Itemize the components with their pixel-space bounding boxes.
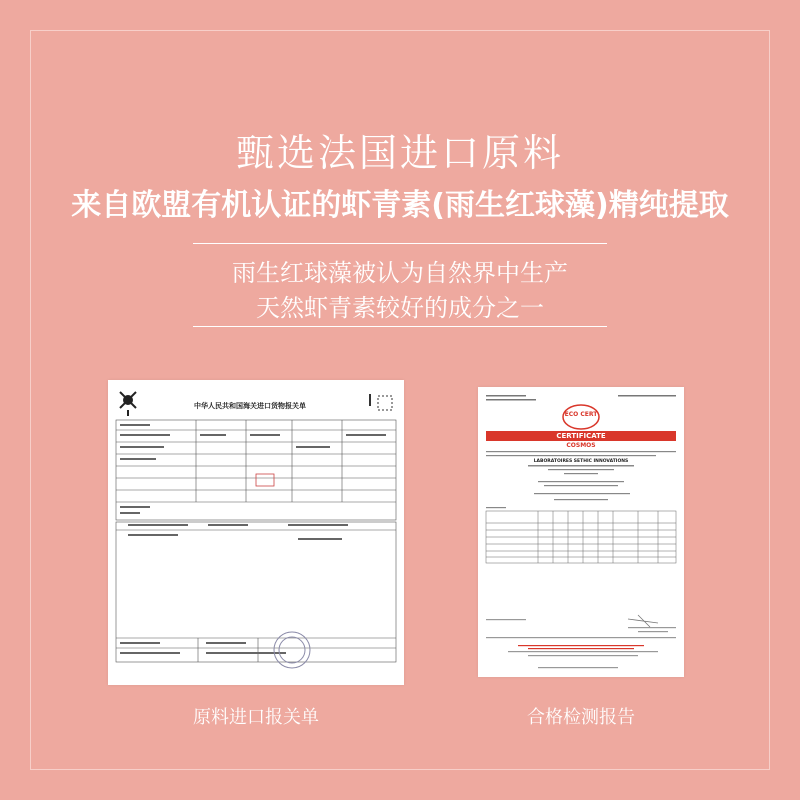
customs-form-graphic [108,380,404,685]
page-title: 甄选法国进口原料 [235,131,564,175]
customs-emblem-icon [120,392,136,416]
customs-declaration-image [108,380,404,685]
customs-caption: 原料进口报关单 [193,707,319,728]
scan-marks-icon [370,394,392,410]
certificate-graphic [478,387,684,677]
divider-bottom [193,326,607,327]
signature-icon [628,615,658,627]
certificate-company: LABORATOIRES SETHIC INNOVATIONS [533,459,629,464]
ecocert-logo-text: ECO CERT [564,411,598,418]
certificate-caption: 合格检测报告 [527,707,635,728]
customs-stamp-icon [274,632,310,668]
certificate-image [478,387,684,677]
description-line-1: 雨生红球藻被认为自然界中生产 [232,259,568,287]
certificate-banner: CERTIFICATE [556,432,606,440]
page-subtitle: 来自欧盟有机认证的虾青素(雨生红球藻)精纯提取 [71,188,729,223]
certificate-standard: COSMOS [566,442,596,449]
divider-top [193,243,607,244]
customs-form-heading: 中华人民共和国海关进口货物报关单 [194,402,306,410]
description-line-2: 天然虾青素较好的成分之一 [256,294,544,322]
